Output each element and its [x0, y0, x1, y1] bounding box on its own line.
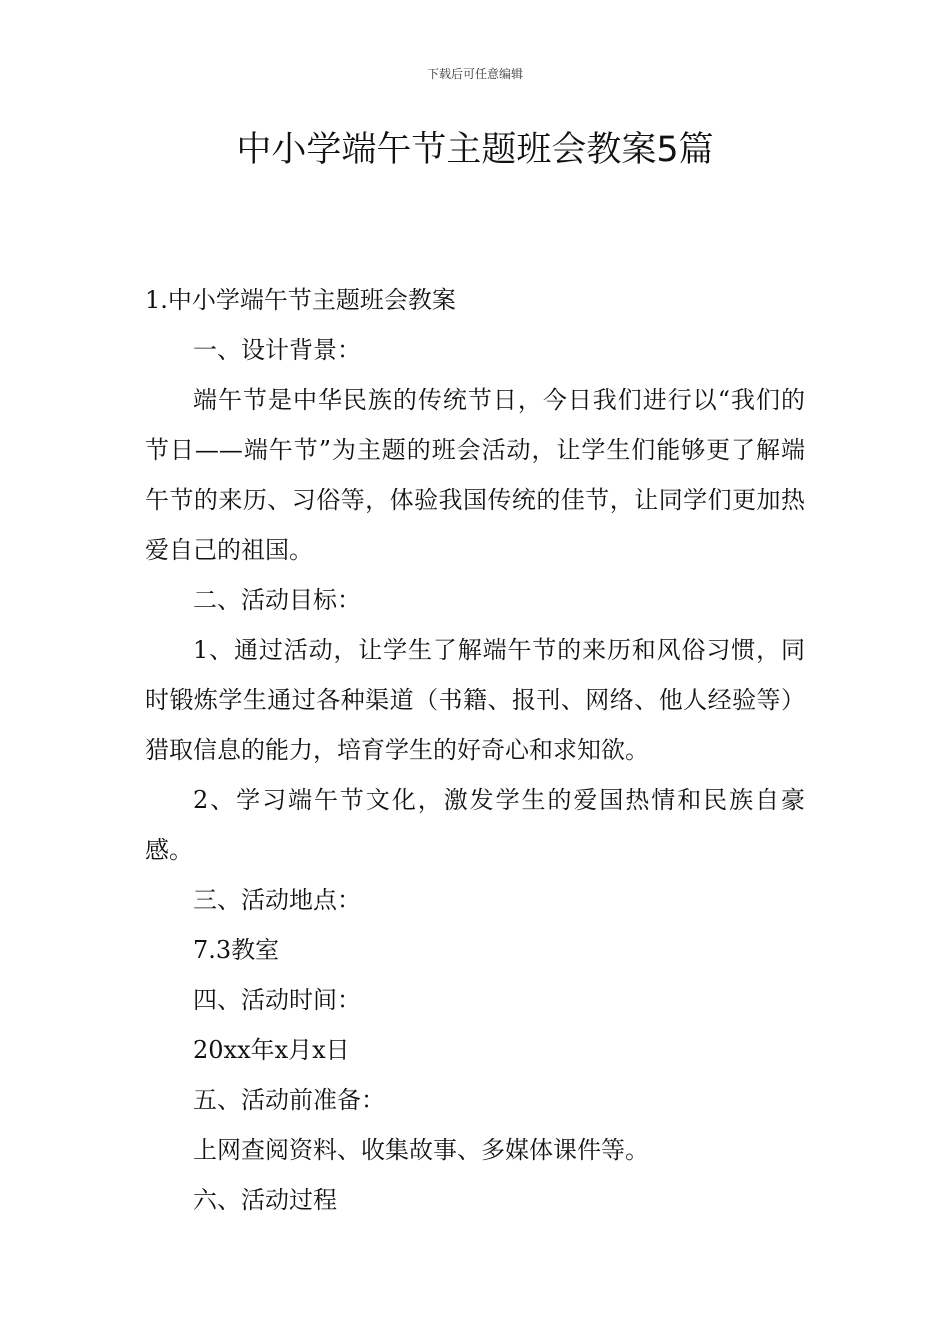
- activity-time-text: 20xx年x月x日: [193, 1036, 350, 1064]
- design-background-heading: 一、设计背景：: [193, 336, 361, 364]
- document-title: 中小学端午节主题班会教案5篇: [236, 130, 714, 170]
- activity-time-heading: 四、活动时间：: [193, 986, 361, 1014]
- activity-goals-heading: 二、活动目标：: [193, 586, 361, 614]
- section-title: 1.中小学端午节主题班会教案: [145, 286, 456, 314]
- preparation-text: 上网查阅资料、收集故事、多媒体课件等。: [193, 1136, 649, 1164]
- design-background-paragraph: 端午节是中华民族的传统节日，今日我们进行以“我们的节日——端午节”为主题的班会活动，让学生们能够更了解端午节的来历、习俗等，体验我国传统的佳节，让同学们更加热爱自己的祖国。: [145, 386, 805, 564]
- activity-goal-item-1: 1、通过活动，让学生了解端午节的来历和风俗习惯，同时锻炼学生通过各种渠道（书籍、报刊、网络、他人经验等）猎取信息的能力，培育学生的好奇心和求知欲。: [145, 636, 805, 764]
- activity-location-heading: 三、活动地点：: [193, 886, 361, 914]
- preparation-heading: 五、活动前准备：: [193, 1086, 385, 1114]
- header-note: 下载后可任意编辑: [426, 67, 523, 81]
- activity-goal-item-2: 2、学习端午节文化，激发学生的爱国热情和民族自豪感。: [145, 786, 805, 864]
- activity-process-heading: 六、活动过程: [193, 1186, 337, 1214]
- activity-location-text: 7.3教室: [193, 936, 280, 964]
- document-body: [145, 275, 805, 1225]
